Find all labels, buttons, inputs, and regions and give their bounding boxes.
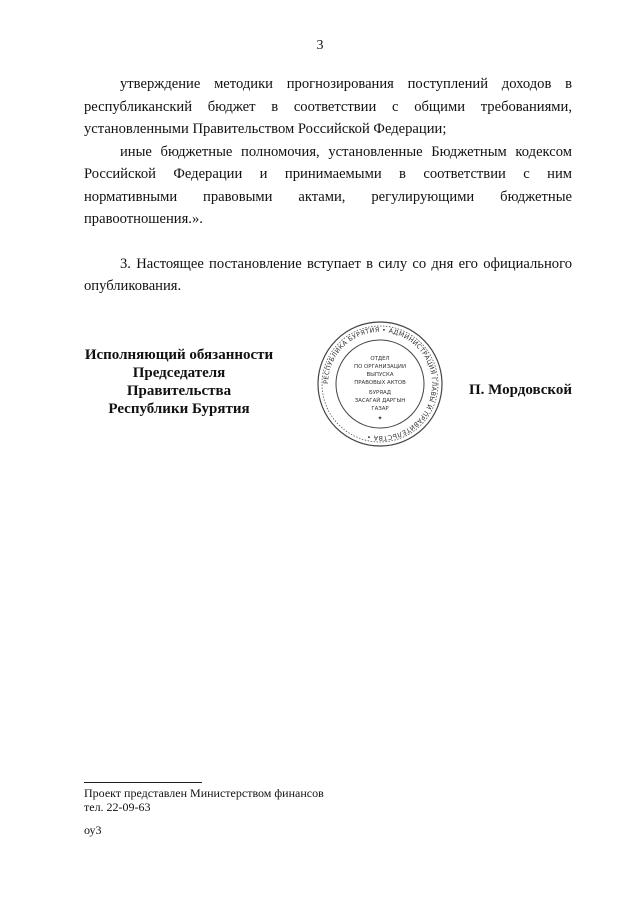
seal-center-line-4: ПРАВОВЫХ АКТОВ [354,380,406,386]
signature-title [84,346,274,418]
footer-line-2: тел. 22-09-63 [84,800,151,814]
paragraph-1: утверждение методики прогнозирования поступлений доходов в республиканский бюджет в соответствии с общими требованиями, установленными Правительством Российской Федерации; [84,76,572,137]
paragraph-2: иные бюджетные полномочия, установленные Бюджетным кодексом Российской Федерации и принимаемыми в соответствии с ним нормативными правовыми актами, регулирующими бюджетные правоотношения.». [84,143,572,227]
signature-title-line-3: Республики Бурятия [108,401,250,417]
signatory-name: П. Мордовской [468,382,572,398]
footer-line-1: Проект представлен Министерством финансов [84,786,324,800]
page-number: 3 [316,38,324,53]
seal-ring-text-path: РЕСПУБЛИКА БУРЯТИЯ • АДМИНИСТРАЦИЯ ГЛАВЫ И ПРАВИТЕЛЬСТВА • [321,325,439,443]
seal-center-line-1: ОТДЕЛ [370,356,390,362]
signature-title-line-1: Исполняющий обязанности [84,347,274,363]
footer [84,782,324,837]
seal-center-line-6: ЗАСАГАЙ ДАРГЫН [354,398,406,404]
seal-center-line-2: ПО ОРГАНИЗАЦИИ [354,364,406,370]
signature-title-line-2: Председателя Правительства [126,365,232,399]
footer-code: оу3 [84,823,102,837]
paragraph-3: 3. Настоящее постановление вступает в силу со дня его официального опубликования. [84,255,572,294]
official-seal [316,320,444,448]
seal-center-line-7: ГАЗАР [371,406,389,412]
seal-star-icon: ✦ [377,416,383,422]
seal-center-line-3: ВЫПУСКА [366,372,394,378]
seal-center-line-5: БУРЯАД [369,390,391,396]
body-text [84,73,572,298]
footer-rule [84,782,202,783]
